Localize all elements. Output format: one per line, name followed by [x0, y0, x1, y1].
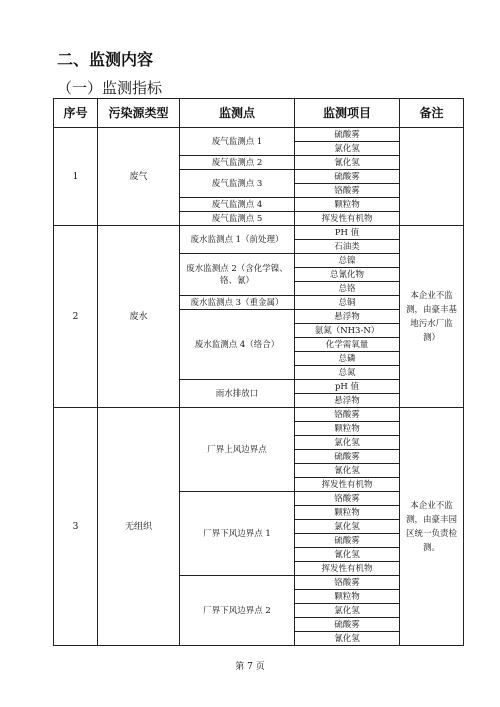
monitoring-item-cell: 氨氮（NH3-N）: [295, 324, 400, 338]
monitoring-item-cell: 硫酸雾: [295, 450, 400, 464]
monitoring-point-cell: 厂界下风边界点 1: [180, 492, 295, 576]
monitoring-item-cell: 总镍: [295, 254, 400, 268]
monitoring-point-cell: 废气监测点 5: [180, 212, 295, 226]
header-monitoring-item: 监测项目: [295, 99, 400, 128]
monitoring-item-cell: 硫酸雾: [295, 618, 400, 632]
monitoring-item-cell: 颗粒物: [295, 590, 400, 604]
header-no: 序号: [54, 99, 98, 128]
monitoring-item-cell: 挥发性有机物: [295, 478, 400, 492]
monitoring-point-cell: 雨水排放口: [180, 380, 295, 408]
monitoring-item-cell: 铬酸雾: [295, 576, 400, 590]
table-header-row: [54, 99, 464, 128]
remark-cell: 本企业不监测，由豪丰园区统一负责检测。: [400, 408, 464, 646]
monitoring-item-cell: 氯化氢: [295, 436, 400, 450]
monitoring-item-cell: 氯化氢: [295, 604, 400, 618]
monitoring-item-cell: pH 值: [295, 380, 400, 394]
remark-cell: [400, 128, 464, 226]
monitoring-item-cell: 氰化氢: [295, 156, 400, 170]
monitoring-item-cell: 氰化氢: [295, 464, 400, 478]
monitoring-item-cell: 挥发性有机物: [295, 562, 400, 576]
monitoring-item-cell: 硫酸雾: [295, 128, 400, 142]
monitoring-point-cell: 废水监测点 3（重金属）: [180, 296, 295, 310]
monitoring-item-cell: 颗粒物: [295, 422, 400, 436]
monitoring-item-cell: PH 值: [295, 226, 400, 240]
source-type-cell: 废水: [98, 226, 180, 408]
section-heading: 二、监测内容: [57, 50, 154, 69]
remark-cell: 本企业不监测，由豪丰基地污水厂监测）: [400, 226, 464, 408]
monitoring-item-cell: 悬浮物: [295, 394, 400, 408]
table-row: [54, 128, 464, 142]
source-type-cell: 废气: [98, 128, 180, 226]
monitoring-item-cell: 挥发性有机物: [295, 212, 400, 226]
monitoring-item-cell: 总氮: [295, 366, 400, 380]
monitoring-item-cell: 硫酸雾: [295, 170, 400, 184]
monitoring-item-cell: 悬浮物: [295, 310, 400, 324]
monitoring-item-cell: 氰化氢: [295, 548, 400, 562]
monitoring-item-cell: 颗粒物: [295, 198, 400, 212]
monitoring-point-cell: 废水监测点 4（络合）: [180, 310, 295, 380]
monitoring-item-cell: 铬酸雾: [295, 492, 400, 506]
header-source-type: 污染源类型: [98, 99, 180, 128]
monitoring-point-cell: 废气监测点 4: [180, 198, 295, 212]
source-type-cell: 无组织: [98, 408, 180, 646]
monitoring-point-cell: 废气监测点 1: [180, 128, 295, 156]
monitoring-point-cell: 废水监测点 2（含化学镍、铬、氰）: [180, 254, 295, 296]
monitoring-item-cell: 总铜: [295, 296, 400, 310]
subsection-heading: （一）监测指标: [57, 79, 163, 97]
monitoring-item-cell: 氯化氢: [295, 142, 400, 156]
monitoring-point-cell: 废水监测点 1（前处理）: [180, 226, 295, 254]
monitoring-item-cell: 总铬: [295, 282, 400, 296]
monitoring-item-cell: 铬酸雾: [295, 184, 400, 198]
monitoring-point-cell: 厂界下风边界点 2: [180, 576, 295, 646]
monitoring-item-cell: 颗粒物: [295, 506, 400, 520]
monitoring-item-cell: 化学需氧量: [295, 338, 400, 352]
row-number-cell: 3: [54, 408, 98, 646]
monitoring-point-cell: 废气监测点 3: [180, 170, 295, 198]
table-row: [54, 226, 464, 240]
monitoring-item-cell: 铬酸雾: [295, 408, 400, 422]
monitoring-item-cell: 硫酸雾: [295, 534, 400, 548]
table-body: [54, 128, 464, 646]
monitoring-item-cell: 总磷: [295, 352, 400, 366]
monitoring-table: [53, 98, 464, 646]
header-remark: 备注: [400, 99, 464, 128]
row-number-cell: 2: [54, 226, 98, 408]
header-monitoring-point: 监测点: [180, 99, 295, 128]
monitoring-item-cell: 氰化氢: [295, 632, 400, 646]
monitoring-item-cell: 总氰化物: [295, 268, 400, 282]
page-number: 第 7 页: [235, 662, 265, 672]
row-number-cell: 1: [54, 128, 98, 226]
monitoring-point-cell: 废气监测点 2: [180, 156, 295, 170]
monitoring-item-cell: 氯化氢: [295, 520, 400, 534]
monitoring-point-cell: 厂界上风边界点: [180, 408, 295, 492]
monitoring-item-cell: 石油类: [295, 240, 400, 254]
table-row: [54, 408, 464, 422]
